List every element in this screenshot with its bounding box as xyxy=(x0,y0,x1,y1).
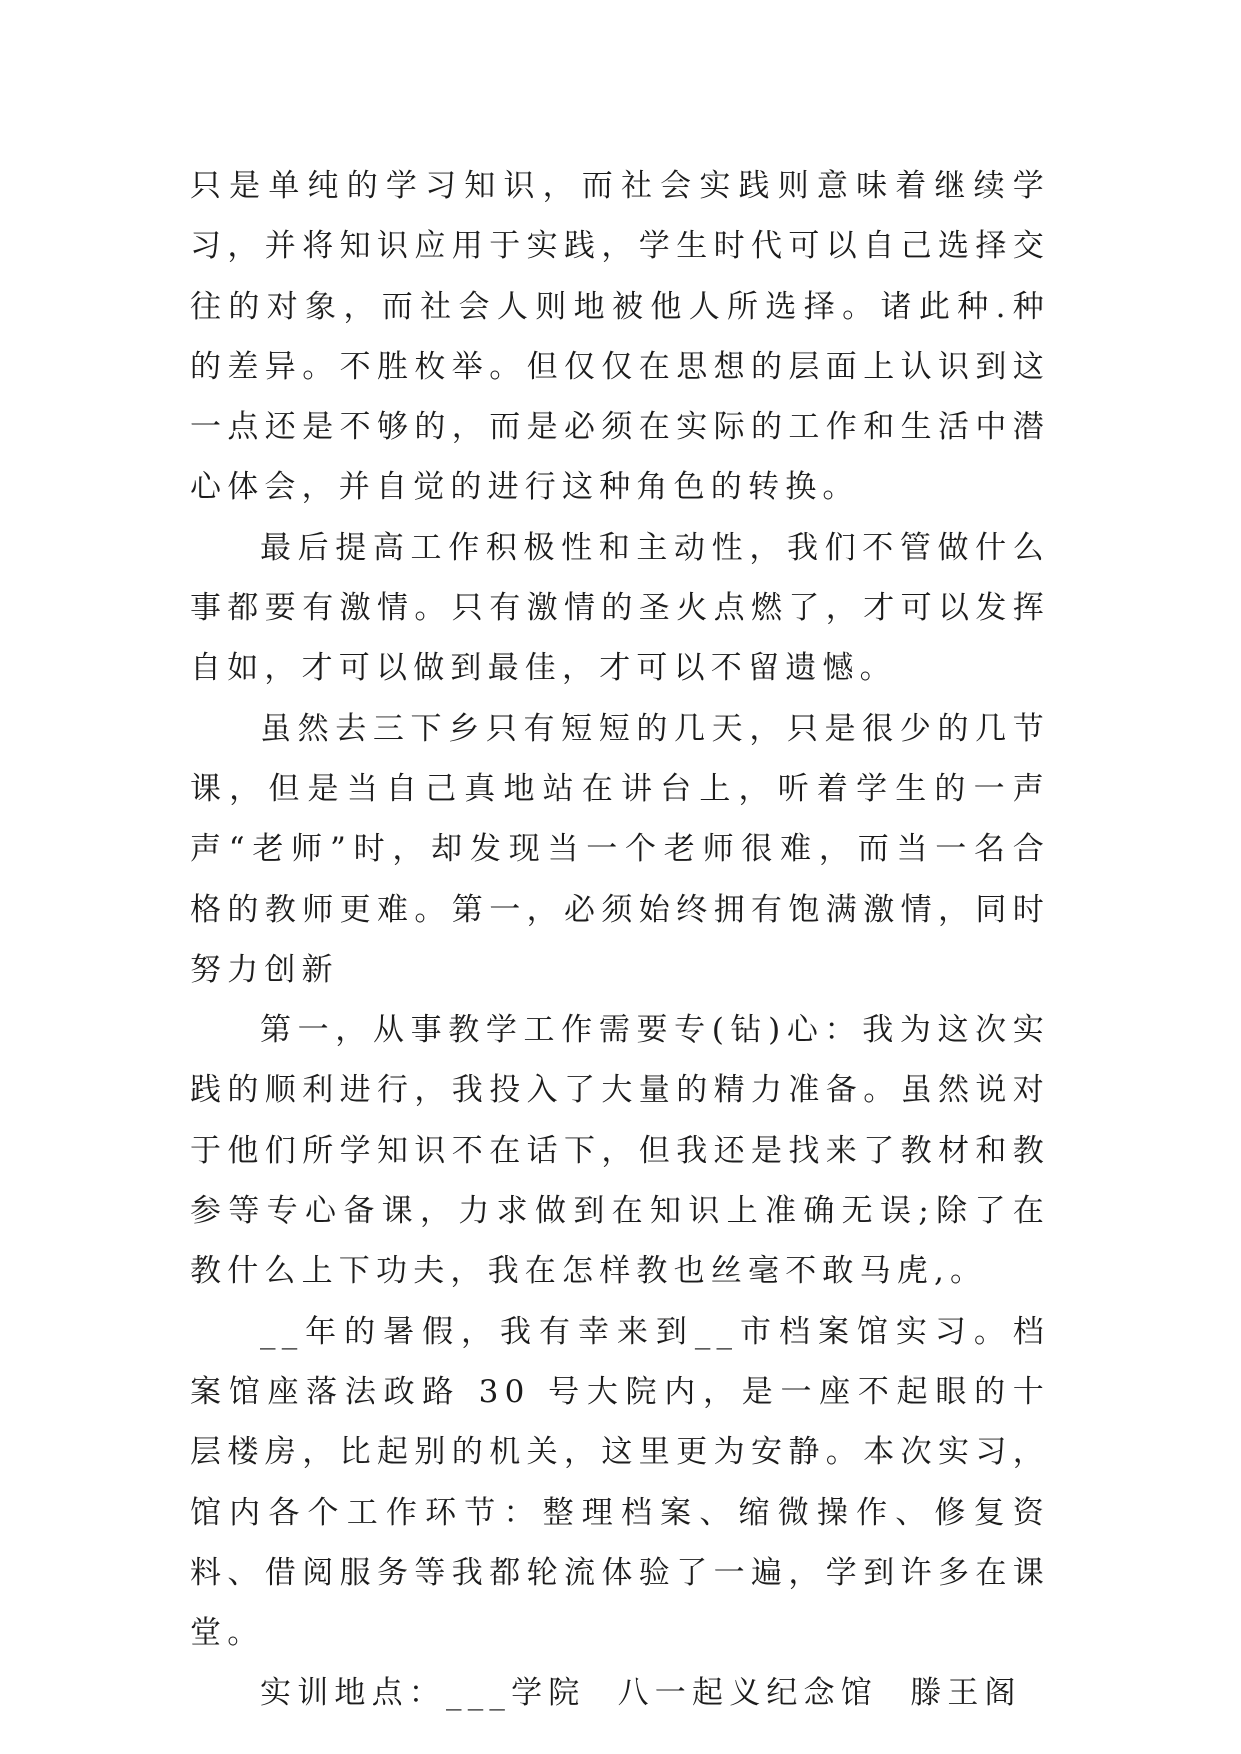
document-body xyxy=(190,156,1050,1724)
paragraph-1: 只是单纯的学习知识，而社会实践则意味着继续学习，并将知识应用于实践，学生时代可以自己选择交往的对象，而社会人则地被他人所选择。诸此种.种的差异。不胜枚举。但仅仅在思想的层面上认识到这一点还是不够的，而是必须在实际的工作和生活中潜心体会，并自觉的进行这种角色的转换。 xyxy=(190,168,1050,506)
paragraph-2: 最后提高工作积极性和主动性，我们不管做什么事都要有激情。只有激情的圣火点燃了，才可以发挥自如，才可以做到最佳，才可以不留遗憾。 xyxy=(190,529,1050,687)
paragraph-5: __年的暑假，我有幸来到__市档案馆实习。档案馆座落法政路 30 号大院内，是一座不起眼的十层楼房，比起别的机关，这里更为安静。本次实习，馆内各个工作环节：整理档案、缩微操作、修复资料、借阅服务等我都轮流体验了一遍，学到许多在课堂。 xyxy=(190,1313,1050,1652)
paragraph-3: 虽然去三下乡只有短短的几天，只是很少的几节课，但是当自己真地站在讲台上，听着学生的一声声“老师”时，却发现当一个老师很难，而当一名合格的教师更难。第一，必须始终拥有饱满激情，同时努力创新 xyxy=(190,710,1050,988)
paragraph-4: 第一，从事教学工作需要专(钻)心：我为这次实践的顺利进行，我投入了大量的精力准备。虽然说对于他们所学知识不在话下，但我还是找来了教材和教参等专心备课，力求做到在知识上准确无误;除了在教什么上下功夫，我在怎样教也丝毫不敢马虎,。 xyxy=(190,1012,1050,1290)
paragraph-6: 实训地点：___学院 八一起义纪念馆 滕王阁 xyxy=(260,1675,1022,1712)
